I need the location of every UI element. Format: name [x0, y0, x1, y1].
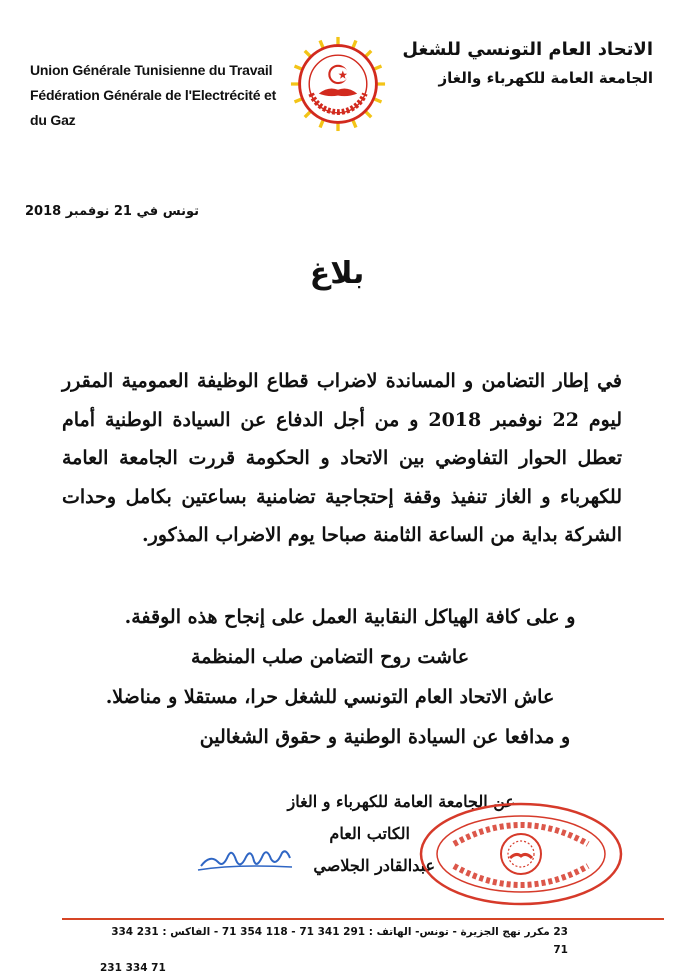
closing-line-1: و على كافة الهياكل النقابية العمل على إنجاح هذه الوقفة.	[124, 606, 576, 628]
document-date: تونس في 21 نوفمبر 2018	[24, 204, 199, 219]
footer-address-line: 23 مكرر نهج الجزيرة - تونس- الهاتف : 291 341 71 - 118 354 71 - الفاكس : 231 334 71	[111, 926, 568, 956]
signature-role: الكاتب العام	[329, 824, 410, 843]
header-arabic-line1: الاتحاد العام التونسي للشغل	[402, 39, 653, 60]
footer-contact	[100, 923, 568, 977]
header-french-line1: Union Générale Tunisienne du Travail	[30, 62, 273, 78]
handwritten-signature-icon	[196, 840, 296, 880]
body-paragraph: في إطار التضامن و المساندة لاضراب قطاع الوظيفة العمومية المقرر ليوم 22 نوفمبر 2018 و من أجل الدفاع عن السيادة الوطنية أمام تعطل الحوار التفاوضي بين الاتحاد و الحكومة قررت الجامعة العامة للكهرباء و الغاز تنفيذ وقفة إحتجاجية تضامنية بساعتين بكامل وحدات الشركة بداية من الساعة الثامنة صباحا يوم الاضراب المذكور.	[62, 370, 623, 546]
closing-line-2: عاشت روح التضامن صلب المنظمة	[190, 646, 470, 668]
footer-divider	[62, 918, 664, 920]
signature-on-behalf: عن الجامعة العامة للكهرباء و الغاز	[287, 792, 515, 811]
header-french	[30, 58, 280, 133]
ugtt-logo-icon	[290, 36, 386, 132]
closing-lines	[60, 597, 600, 757]
closing-line-3: عاش الاتحاد العام التونسي للشغل حرا، مستقلا و مناضلا.	[105, 686, 555, 708]
header-arabic	[395, 36, 653, 92]
header-arabic-line2: الجامعة العامة للكهرباء والغاز	[438, 69, 653, 87]
closing-line-4: و مدافعا عن السيادة الوطنية و حقوق الشغالين	[199, 726, 571, 748]
official-stamp-icon	[418, 800, 624, 908]
footer-fax-line: 71 334 231	[100, 962, 166, 974]
signature-name: عبدالقادر الجلاصي	[313, 856, 435, 875]
header-french-line2: Fédération Générale de l'Electrécité et du Gaz	[30, 87, 277, 128]
document-title: بلاغ	[309, 256, 365, 291]
